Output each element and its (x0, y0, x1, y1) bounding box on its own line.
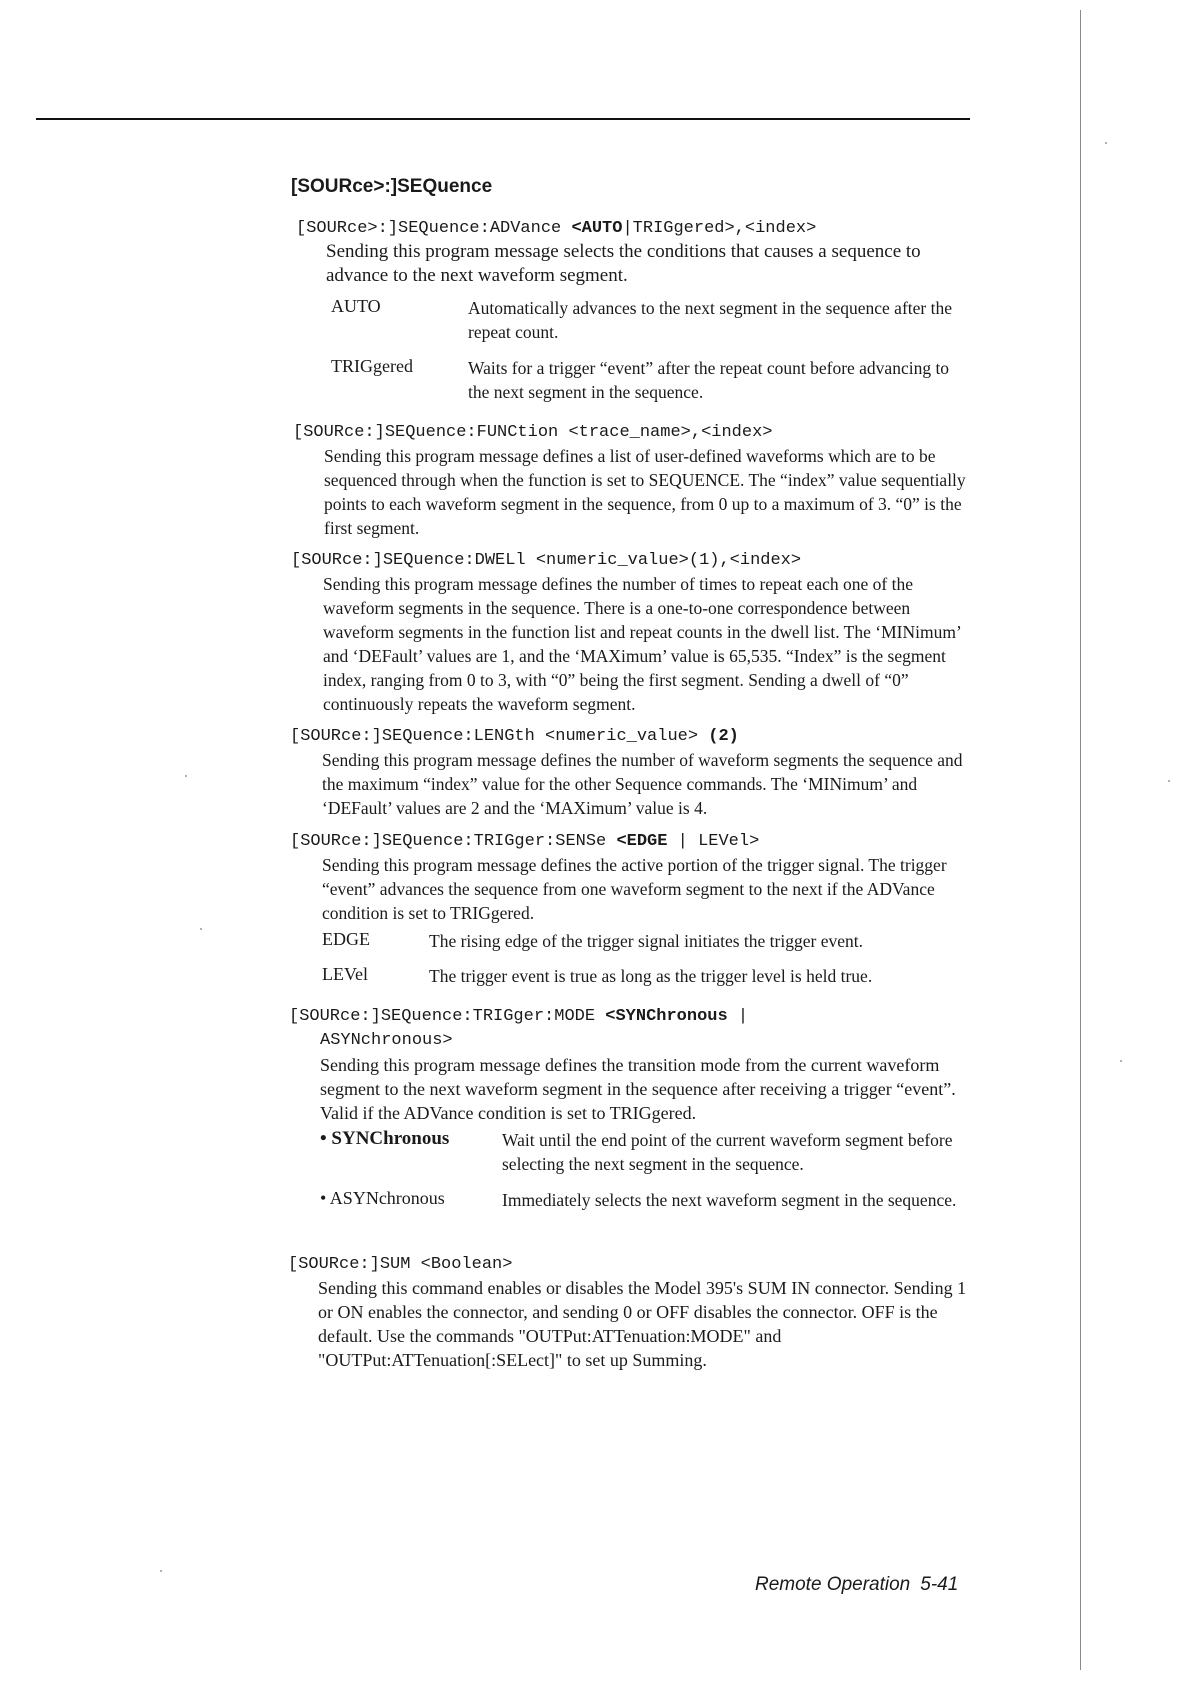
command-advance: [SOURce>:]SEQuence:ADVance <AUTO|TRIGgered>,<index> (296, 219, 817, 238)
option-term: • ASYNchronous (320, 1188, 445, 1208)
command-dwell: [SOURce:]SEQuence:DWELl <numeric_value>(1),<index> (291, 551, 802, 570)
option-description: Automatically advances to the next segment in the sequence after the repeat count. (468, 298, 952, 342)
header-rule (36, 118, 970, 120)
page-footer (755, 1574, 958, 1596)
command-function: [SOURce:]SEQuence:FUNCtion <trace_name>,<index> (293, 423, 773, 442)
command-length: [SOURce:]SEQuence:LENGth <numeric_value> (2) (290, 727, 739, 746)
page-number: 5-41 (920, 1574, 959, 1595)
function-description: Sending this program message defines a list of user-defined waveforms which are to be sequenced through when the function is set to SEQUENCE. The “index” value sequentially points to each waveform segment in the sequence, from 0 up to a maximum of 3. “0” is the first segment. (324, 446, 966, 538)
option-term: EDGE (322, 929, 370, 949)
option-description: Immediately selects the next waveform segment in the sequence. (502, 1190, 957, 1210)
margin-line (1080, 10, 1081, 1670)
sum-description: Sending this command enables or disables the Model 395's SUM IN connector. Sending 1 or ON enables the connector, and sending 0 or OFF disables the connector. OFF is the default. Use the commands "OUTPut:ATTenuation:MODE" and "OUTPut:ATTenuation[:SELect]" to set up Summing. (318, 1278, 967, 1370)
option-description: Wait until the end point of the current waveform segment before selecting the next segment in the sequence. (502, 1130, 953, 1174)
command-trigger-mode: [SOURce:]SEQuence:TRIGger:MODE <SYNChronous | (289, 1007, 749, 1026)
section-heading: [SOURce>:]SEQuence (291, 176, 493, 197)
footer-title: Remote Operation (755, 1574, 911, 1595)
option-description: The rising edge of the trigger signal initiates the trigger event. (429, 931, 863, 951)
option-description: Waits for a trigger “event” after the repeat count before advancing to the next segment in the sequence. (468, 358, 950, 402)
dwell-description: Sending this program message defines the number of times to repeat each one of the waveform segments in the sequence. There is a one-to-one correspondence between waveform segments in the function list and repeat counts in the dwell list. The ‘MINimum’ and ‘DEFault’ values are 1, and the ‘MAXimum’ value is 65,535. “Index” is the segment index, ranging from 0 to 3, with “0” being the first segment. Sending a dwell of “0” continuously repeats the waveform segment. (323, 574, 961, 714)
advance-description: Sending this program message selects the conditions that causes a sequence to advance to the next waveform segment. (326, 241, 921, 286)
trigger-sense-description: Sending this program message defines the active portion of the trigger signal. The trigger “event” advances the sequence from one waveform segment to the next if the ADVance condition is set to TRIGgered. (322, 855, 947, 923)
command-trigger-mode-cont: ASYNchronous> (320, 1031, 453, 1050)
option-term: LEVel (322, 964, 368, 984)
length-description: Sending this program message defines the number of waveform segments the sequence and the maximum “index” value for the other Sequence commands. The ‘MINimum’ and ‘DEFault’ values are 2 and the ‘MAXimum’ value is 4. (322, 750, 963, 818)
option-term: • SYNChronous (320, 1128, 450, 1149)
command-sum: [SOURce:]SUM <Boolean> (288, 1255, 513, 1274)
option-term: TRIGgered (331, 356, 413, 376)
command-trigger-sense: [SOURce:]SEQuence:TRIGger:SENSe <EDGE | LEVel> (290, 832, 760, 851)
trigger-mode-description: Sending this program message defines the transition mode from the current waveform segment to the next waveform segment in the sequence after receiving a trigger “event”. Valid if the ADVance condition is set to TRIGgered. (320, 1055, 956, 1123)
option-description: The trigger event is true as long as the trigger level is held true. (429, 966, 873, 986)
option-term: AUTO (331, 296, 381, 316)
